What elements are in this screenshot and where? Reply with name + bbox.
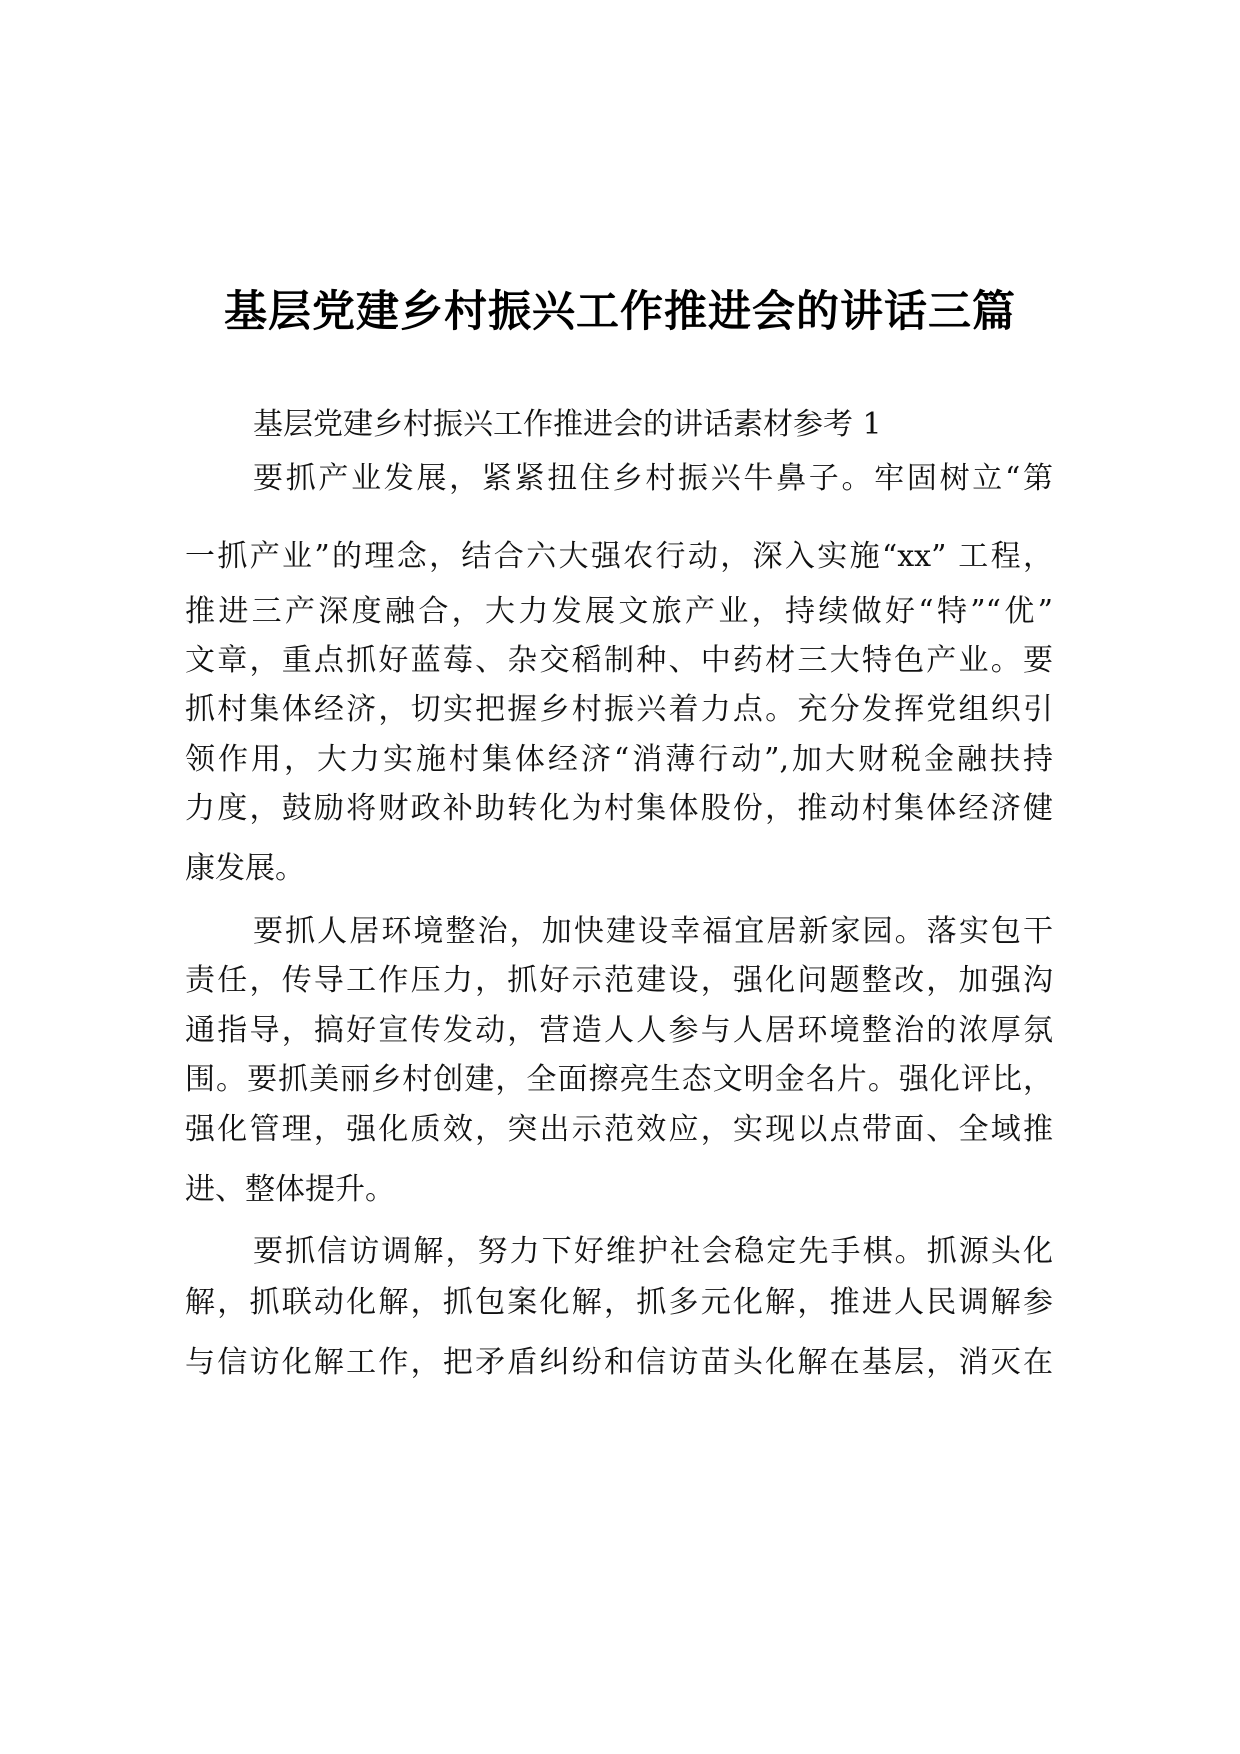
paragraph-line: 文章，重点抓好蓝莓、杂交稻制种、中药材三大特色产业。要 xyxy=(185,643,1053,678)
paragraph-line: 要抓人居环境整治，加快建设幸福宜居新家园。落实包干 xyxy=(253,914,1053,949)
document-title: 基层党建乡村振兴工作推进会的讲话三篇 xyxy=(224,287,1016,337)
paragraph-line: 力度，鼓励将财政补助转化为村集体股份，推动村集体经济健 xyxy=(185,791,1053,826)
paragraph-line: 强化管理，强化质效，突出示范效应，实现以点带面、全域推 xyxy=(185,1112,1053,1147)
paragraph-line: 推进三产深度融合，大力发展文旅产业，持续做好“特”“优” xyxy=(185,594,1053,629)
paragraph-line: 一抓产业”的理念，结合六大强农行动，深入实施“xx” 工程， xyxy=(185,539,1053,574)
paragraph-line: 通指导，搞好宣传发动，营造人人参与人居环境整治的浓厚氛 xyxy=(185,1013,1053,1048)
paragraph-line: 与信访化解工作，把矛盾纠纷和信访苗头化解在基层，消灭在 xyxy=(185,1345,1053,1380)
paragraph-line: 围。要抓美丽乡村创建，全面擦亮生态文明金名片。强化评比， xyxy=(185,1062,1053,1097)
paragraph-line: 责任，传导工作压力，抓好示范建设，强化问题整改，加强沟 xyxy=(185,963,1053,998)
paragraph-line: 解，抓联动化解，抓包案化解，抓多元化解，推进人民调解参 xyxy=(185,1285,1053,1320)
subtitle-line: 基层党建乡村振兴工作推进会的讲话素材参考 1 xyxy=(253,407,882,442)
paragraph-line: 要抓产业发展，紧紧扭住乡村振兴牛鼻子。牢固树立“第 xyxy=(253,461,1053,496)
paragraph-line: 进、整体提升。 xyxy=(185,1172,395,1207)
paragraph-line: 要抓信访调解，努力下好维护社会稳定先手棋。抓源头化 xyxy=(253,1234,1053,1269)
paragraph-line: 领作用，大力实施村集体经济“消薄行动”,加大财税金融扶持 xyxy=(185,742,1053,777)
paragraph-line: 抓村集体经济，切实把握乡村振兴着力点。充分发挥党组织引 xyxy=(185,692,1053,727)
paragraph-line: 康发展。 xyxy=(185,851,305,886)
